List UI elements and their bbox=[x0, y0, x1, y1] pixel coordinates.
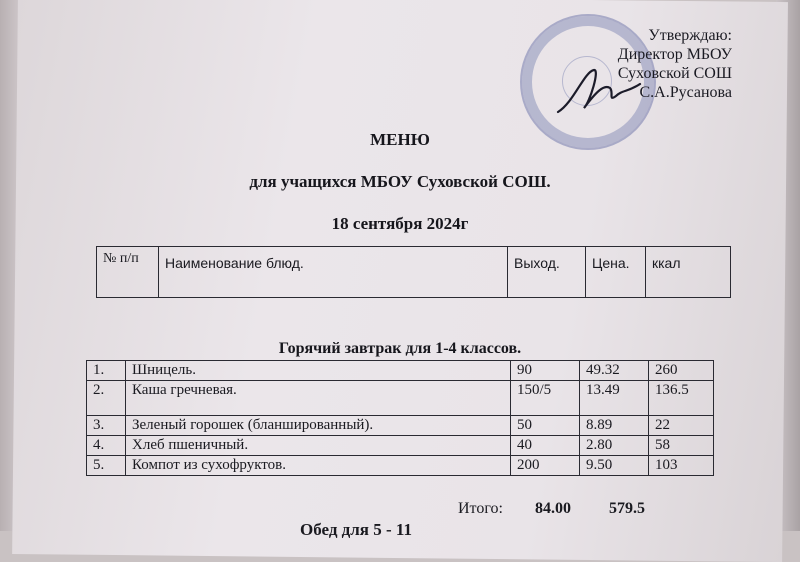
approval-line-1: Утверждаю: bbox=[648, 27, 732, 44]
row-kcal: 22 bbox=[649, 416, 714, 436]
row-out: 150/5 bbox=[511, 381, 580, 416]
menu-table bbox=[86, 360, 714, 476]
row-price: 9.50 bbox=[580, 456, 649, 476]
row-kcal: 260 bbox=[649, 361, 714, 381]
row-out: 200 bbox=[511, 456, 580, 476]
header-out: Выход. bbox=[508, 247, 586, 298]
row-num: 2. bbox=[87, 381, 126, 416]
section-title: Горячий завтрак для 1-4 классов. bbox=[278, 340, 522, 357]
page-subtitle: для учащихся МБОУ Суховской СОШ. bbox=[249, 172, 551, 191]
row-out: 40 bbox=[511, 436, 580, 456]
row-name: Компот из сухофруктов. bbox=[126, 456, 511, 476]
row-name: Шницель. bbox=[126, 361, 511, 381]
table-row bbox=[87, 456, 714, 476]
total-line bbox=[458, 500, 645, 518]
header-kcal: ккал bbox=[646, 247, 731, 298]
row-num: 1. bbox=[87, 361, 126, 381]
approval-block bbox=[592, 26, 732, 102]
total-price: 84.00 bbox=[534, 500, 571, 517]
row-price: 13.49 bbox=[580, 381, 649, 416]
header-price: Цена. bbox=[586, 247, 646, 298]
header-row bbox=[97, 247, 731, 298]
next-section-title-cut: Обед для 5 - 11 bbox=[300, 520, 412, 539]
row-price: 8.89 bbox=[580, 416, 649, 436]
row-kcal: 136.5 bbox=[649, 381, 714, 416]
header-table bbox=[96, 246, 731, 298]
row-name: Зеленый горошек (бланшированный). bbox=[126, 416, 511, 436]
row-out: 90 bbox=[511, 361, 580, 381]
row-num: 4. bbox=[87, 436, 126, 456]
row-num: 3. bbox=[87, 416, 126, 436]
row-out: 50 bbox=[511, 416, 580, 436]
row-price: 49.32 bbox=[580, 361, 649, 381]
row-price: 2.80 bbox=[580, 436, 649, 456]
approval-line-2: Директор МБОУ bbox=[617, 46, 732, 63]
header-num: № п/п bbox=[97, 247, 159, 298]
table-row bbox=[87, 361, 714, 381]
row-name: Каша гречневая. bbox=[126, 381, 511, 416]
table-row bbox=[87, 416, 714, 436]
table-row bbox=[87, 381, 714, 416]
row-num: 5. bbox=[87, 456, 126, 476]
approval-line-4: С.А.Русанова bbox=[639, 84, 732, 101]
total-label: Итого: bbox=[458, 500, 503, 517]
total-kcal: 579.5 bbox=[608, 500, 645, 517]
page-title: МЕНЮ bbox=[370, 130, 430, 149]
approval-line-3: Суховской СОШ bbox=[617, 65, 732, 82]
table-row bbox=[87, 436, 714, 456]
row-kcal: 58 bbox=[649, 436, 714, 456]
row-kcal: 103 bbox=[649, 456, 714, 476]
row-name: Хлеб пшеничный. bbox=[126, 436, 511, 456]
menu-date: 18 сентября 2024г bbox=[331, 214, 469, 233]
header-name: Наименование блюд. bbox=[159, 247, 508, 298]
